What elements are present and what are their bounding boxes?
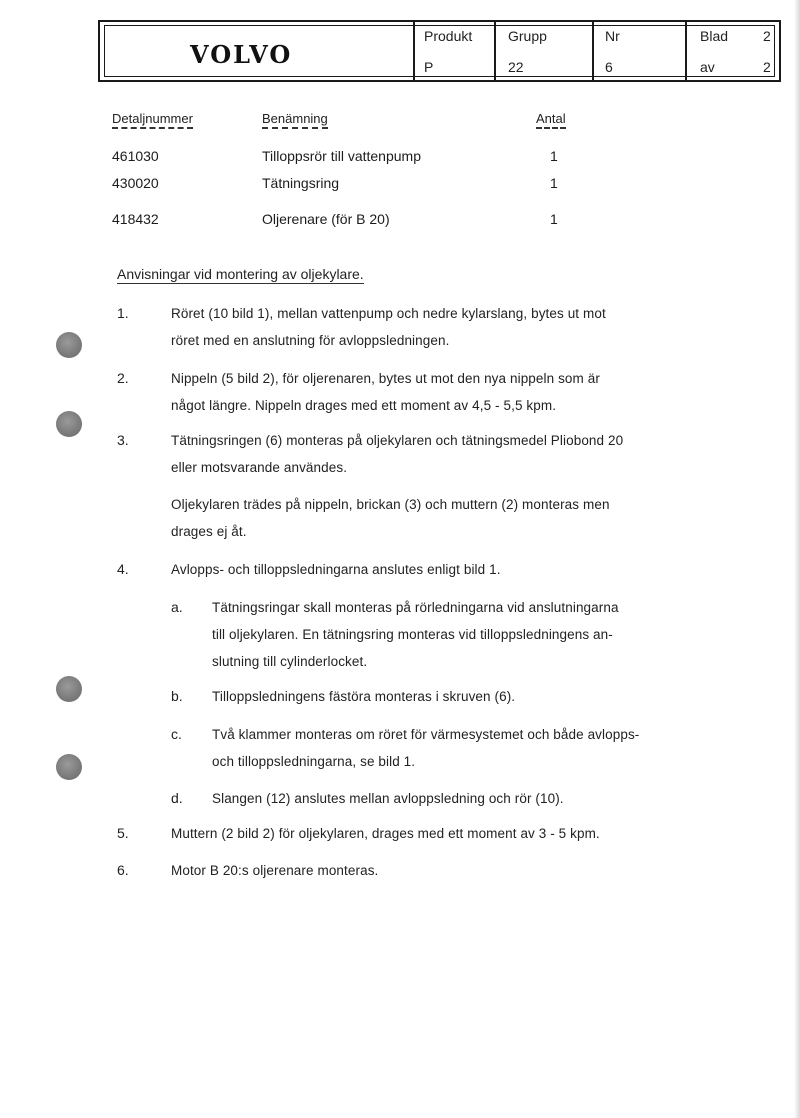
substep-text: Slangen (12) anslutes mellan avloppsledning och rör (10). — [212, 791, 564, 806]
step-text: Röret (10 bild 1), mellan vattenpump och nedre kylarslang, bytes ut mot röret med en anslutning för avloppsledningen. — [171, 306, 606, 348]
produkt-label: Produkt — [424, 28, 473, 44]
table-row — [0, 211, 800, 231]
grupp-label: Grupp — [508, 28, 547, 44]
table-row — [0, 175, 800, 195]
part-quantity: 1 — [550, 148, 558, 164]
nr-label: Nr — [605, 28, 620, 44]
grupp-value: 22 — [508, 59, 524, 75]
substep-letter: a. — [171, 599, 183, 615]
step-text: Nippeln (5 bild 2), för oljerenaren, bytes ut mot den nya nippeln som är något längre. Nippeln drages med ett moment av 4,5 - 5,5 kpm. — [171, 371, 600, 413]
substep-letter: c. — [171, 726, 182, 742]
volvo-logo: VOLVO — [190, 40, 293, 69]
part-quantity: 1 — [550, 175, 558, 191]
nr-value: 6 — [605, 59, 613, 75]
blad-label: Blad — [700, 28, 729, 44]
instructions-title: Anvisningar vid montering av oljekylare. — [117, 266, 364, 282]
step-number: 3. — [117, 432, 129, 448]
av-label: av — [700, 59, 715, 75]
binder-hole — [56, 754, 82, 780]
step-text: Muttern (2 bild 2) för oljekylaren, drages med ett moment av 3 - 5 kpm. — [171, 826, 600, 841]
step-number: 1. — [117, 305, 129, 321]
part-number: 418432 — [112, 211, 159, 227]
substep-text: Två klammer monteras om röret för värmesystemet och både avlopps- och tilloppsledningarna, se bild 1. — [212, 727, 640, 769]
step-text: Avlopps- och tilloppsledningarna anslutes enligt bild 1. — [171, 562, 501, 577]
column-header-benamning: Benämning — [262, 111, 328, 129]
av-value: 2 — [763, 59, 771, 75]
part-number: 461030 — [112, 148, 159, 164]
binder-hole — [56, 676, 82, 702]
binder-hole — [56, 411, 82, 437]
substep-letter: d. — [171, 790, 183, 806]
blad-value: 2 — [763, 28, 771, 44]
part-name: Oljerenare (för B 20) — [262, 211, 390, 227]
binder-hole — [56, 332, 82, 358]
step-number: 5. — [117, 825, 129, 841]
part-number: 430020 — [112, 175, 159, 191]
step-number: 2. — [117, 370, 129, 386]
step-text: Tätningsringen (6) monteras på oljekylaren och tätningsmedel Pliobond 20 eller motsvarande användes. — [171, 433, 624, 475]
column-header-antal: Antal — [536, 111, 566, 129]
step-number: 6. — [117, 862, 129, 878]
page-edge-shadow — [794, 0, 800, 1118]
step-text-continued: Oljekylaren trädes på nippeln, brickan (3) och muttern (2) monteras men drages ej åt. — [171, 497, 610, 539]
part-quantity: 1 — [550, 211, 558, 227]
step-text: Motor B 20:s oljerenare monteras. — [171, 863, 379, 878]
substep-letter: b. — [171, 688, 183, 704]
step-number: 4. — [117, 561, 129, 577]
part-name: Tätningsring — [262, 175, 340, 191]
produkt-value: P — [424, 59, 434, 75]
header-box — [98, 20, 781, 82]
part-name: Tilloppsrör till vattenpump — [262, 148, 421, 164]
substep-text: Tilloppsledningens fästöra monteras i skruven (6). — [212, 689, 516, 704]
column-header-detaljnummer: Detaljnummer — [112, 111, 193, 129]
table-row — [0, 148, 800, 168]
substep-text: Tätningsringar skall monteras på rörledningarna vid anslutningarna till oljekylaren. En tätningsring monteras vid tilloppsledningens an- slutning till cylinderlocket. — [212, 600, 619, 669]
